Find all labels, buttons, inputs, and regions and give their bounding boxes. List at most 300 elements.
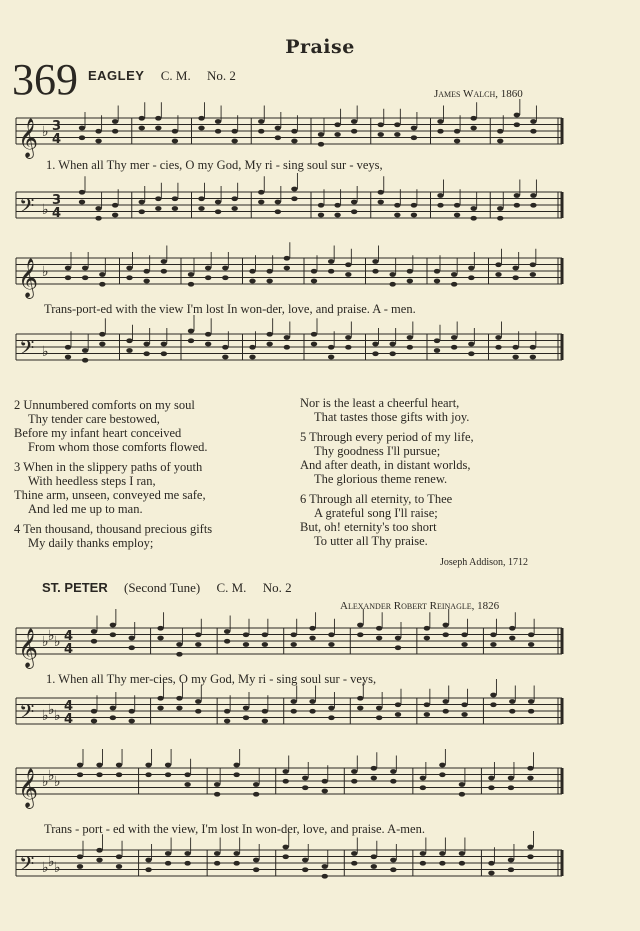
note-head xyxy=(351,129,357,134)
note-head xyxy=(508,785,514,790)
note-head xyxy=(454,203,460,208)
page-title: Praise xyxy=(285,36,355,58)
verse-line: That tastes those gifts with joy. xyxy=(314,410,470,424)
note-head xyxy=(258,119,264,124)
note-head xyxy=(497,216,503,221)
note-head xyxy=(302,858,308,863)
note-head xyxy=(249,279,255,284)
note-head xyxy=(110,706,116,711)
stanza xyxy=(300,492,474,548)
note-head xyxy=(99,272,105,277)
note-head xyxy=(112,129,118,134)
note-head xyxy=(351,200,357,205)
bass-clef-icon: 𝄢 xyxy=(19,700,35,728)
note-head xyxy=(243,642,249,647)
note-head xyxy=(424,636,430,641)
time-signature-bottom: 4 xyxy=(52,206,62,221)
note-head xyxy=(345,272,351,277)
note-head xyxy=(508,867,514,872)
note-head xyxy=(334,203,340,208)
note-head xyxy=(488,871,494,876)
note-head xyxy=(495,345,501,350)
note-head xyxy=(490,702,496,707)
note-head xyxy=(434,269,440,274)
note-head xyxy=(439,861,445,866)
note-head xyxy=(145,772,151,777)
verse-line: Nor is the least a cheerful heart, xyxy=(300,396,460,410)
stanza xyxy=(14,522,212,550)
note-head xyxy=(302,867,308,872)
note-head xyxy=(434,279,440,284)
note-head xyxy=(284,345,290,350)
verse-line: 3 When in the slippery paths of youth xyxy=(14,460,203,474)
note-head xyxy=(266,269,272,274)
note-head xyxy=(443,632,449,637)
note-head xyxy=(195,632,201,637)
note-head xyxy=(334,213,340,218)
note-head xyxy=(357,623,363,628)
note-head xyxy=(184,851,190,856)
note-head xyxy=(129,636,135,641)
note-head xyxy=(389,342,395,347)
note-head xyxy=(468,275,474,280)
note-head xyxy=(328,642,334,647)
note-head xyxy=(143,279,149,284)
note-head xyxy=(291,129,297,134)
note-head xyxy=(318,132,324,137)
note-head xyxy=(129,719,135,724)
note-head xyxy=(470,216,476,221)
note-head xyxy=(291,709,297,714)
note-head xyxy=(222,345,228,350)
note-head xyxy=(407,279,413,284)
note-head xyxy=(527,845,533,850)
note-head xyxy=(184,772,190,777)
note-head xyxy=(266,342,272,347)
note-head xyxy=(437,129,443,134)
note-head xyxy=(488,785,494,790)
note-head xyxy=(497,129,503,134)
note-head xyxy=(322,874,328,879)
note-head xyxy=(530,355,536,360)
note-head xyxy=(253,867,259,872)
note-head xyxy=(82,348,88,353)
note-head xyxy=(372,351,378,356)
note-head xyxy=(283,769,289,774)
note-head xyxy=(195,709,201,714)
note-head xyxy=(214,851,220,856)
note-head xyxy=(420,861,426,866)
note-head xyxy=(77,763,83,768)
note-head xyxy=(96,772,102,777)
tune2-subtitle: (Second Tune) xyxy=(124,580,201,595)
note-head xyxy=(439,763,445,768)
stanza xyxy=(300,396,474,424)
note-head xyxy=(490,642,496,647)
note-head xyxy=(411,135,417,140)
verse-line: My daily thanks employ; xyxy=(28,536,154,550)
note-head xyxy=(116,864,122,869)
time-signature-bottom: 4 xyxy=(64,642,74,657)
note-head xyxy=(470,206,476,211)
note-head xyxy=(275,126,281,131)
note-head xyxy=(143,342,149,347)
note-head xyxy=(395,712,401,717)
note-head xyxy=(184,782,190,787)
note-head xyxy=(82,275,88,280)
note-head xyxy=(291,642,297,647)
note-head xyxy=(126,348,132,353)
note-head xyxy=(224,719,230,724)
time-signature-bottom: 4 xyxy=(52,132,62,147)
note-head xyxy=(215,200,221,205)
verse-line: From whom those comforts flowed. xyxy=(28,440,208,454)
note-head xyxy=(139,200,145,205)
note-head xyxy=(253,858,259,863)
note-head xyxy=(424,702,430,707)
note-head xyxy=(205,332,211,337)
note-head xyxy=(65,355,71,360)
note-head xyxy=(157,696,163,701)
note-head xyxy=(172,139,178,144)
note-head xyxy=(116,772,122,777)
note-head xyxy=(214,861,220,866)
note-head xyxy=(188,329,194,334)
note-head xyxy=(434,338,440,343)
note-head xyxy=(155,116,161,121)
note-head xyxy=(222,275,228,280)
note-head xyxy=(512,266,518,271)
note-head xyxy=(451,345,457,350)
note-head xyxy=(231,129,237,134)
note-head xyxy=(488,861,494,866)
stanza xyxy=(14,460,212,516)
note-head xyxy=(437,193,443,198)
note-head xyxy=(470,116,476,121)
note-head xyxy=(394,122,400,127)
note-head xyxy=(334,132,340,137)
note-head xyxy=(233,851,239,856)
note-head xyxy=(155,196,161,201)
note-head xyxy=(395,636,401,641)
verse-line: 2 Unnumbered comforts on my soul xyxy=(14,398,195,412)
note-head xyxy=(165,851,171,856)
note-head xyxy=(454,139,460,144)
note-head xyxy=(378,190,384,195)
note-head xyxy=(165,772,171,777)
note-head xyxy=(530,203,536,208)
note-head xyxy=(262,632,268,637)
note-head xyxy=(291,139,297,144)
note-head xyxy=(91,629,97,634)
note-head xyxy=(378,122,384,127)
note-head xyxy=(157,706,163,711)
note-head xyxy=(528,642,534,647)
note-head xyxy=(345,335,351,340)
note-head xyxy=(514,203,520,208)
note-head xyxy=(165,763,171,768)
note-head xyxy=(157,626,163,631)
verse-line: Before my infant heart conceived xyxy=(14,426,182,440)
note-head xyxy=(451,272,457,277)
note-head xyxy=(454,213,460,218)
note-head xyxy=(512,345,518,350)
note-head xyxy=(95,216,101,221)
treble-clef-icon: 𝄞 xyxy=(18,118,39,158)
note-head xyxy=(407,345,413,350)
note-head xyxy=(461,702,467,707)
note-head xyxy=(198,126,204,131)
flat-icon: ♭ xyxy=(54,860,61,876)
flat-icon: ♭ xyxy=(42,124,49,140)
note-head xyxy=(143,269,149,274)
note-head xyxy=(488,776,494,781)
note-head xyxy=(99,282,105,287)
tune2-lyric-line1: 1. When all Thy mer-cies, O my God, My ri - sing soul sur - veys, xyxy=(46,672,377,686)
tune1-variant: No. 2 xyxy=(206,68,236,83)
time-signature-top: 3 xyxy=(52,193,62,208)
note-head xyxy=(79,126,85,131)
bass-clef-icon: 𝄢 xyxy=(19,194,35,222)
note-head xyxy=(508,776,514,781)
tune2-composer: Alexander Robert Reinagle, 1826 xyxy=(340,600,500,612)
note-head xyxy=(497,139,503,144)
note-head xyxy=(318,213,324,218)
note-head xyxy=(262,719,268,724)
note-head xyxy=(184,861,190,866)
flat-icon: ♭ xyxy=(48,628,55,644)
note-head xyxy=(371,854,377,859)
note-head xyxy=(145,763,151,768)
note-head xyxy=(309,699,315,704)
note-head xyxy=(322,789,328,794)
note-head xyxy=(96,858,102,863)
note-head xyxy=(143,351,149,356)
note-head xyxy=(461,632,467,637)
verse-line: But, oh! eternity's too short xyxy=(300,520,437,534)
note-head xyxy=(112,213,118,218)
bass-clef-icon: 𝄢 xyxy=(19,852,35,880)
flat-icon: ♭ xyxy=(42,264,49,280)
note-head xyxy=(459,851,465,856)
note-head xyxy=(424,712,430,717)
note-head xyxy=(512,275,518,280)
note-head xyxy=(394,213,400,218)
note-head xyxy=(528,699,534,704)
note-head xyxy=(378,200,384,205)
note-head xyxy=(508,858,514,863)
note-head xyxy=(328,715,334,720)
note-head xyxy=(91,709,97,714)
note-head xyxy=(176,706,182,711)
note-head xyxy=(116,763,122,768)
note-head xyxy=(351,769,357,774)
stanza xyxy=(14,398,212,454)
note-head xyxy=(470,126,476,131)
verse-line: And after death, in distant worlds, xyxy=(300,458,471,472)
note-head xyxy=(126,275,132,280)
note-head xyxy=(172,196,178,201)
note-head xyxy=(389,272,395,277)
note-head xyxy=(222,355,228,360)
verse-line: A grateful song I'll raise; xyxy=(314,506,438,520)
note-head xyxy=(198,196,204,201)
note-head xyxy=(376,715,382,720)
note-head xyxy=(328,706,334,711)
tune1-lyric-line1: 1. When all Thy mer - cies, O my God, My ri - sing soul sur - veys, xyxy=(46,158,383,172)
note-head xyxy=(215,209,221,214)
note-head xyxy=(371,864,377,869)
note-head xyxy=(258,200,264,205)
note-head xyxy=(357,696,363,701)
note-head xyxy=(95,206,101,211)
note-head xyxy=(96,848,102,853)
verse-line: Thine arm, unseen, conveyed me safe, xyxy=(14,488,206,502)
note-head xyxy=(214,782,220,787)
note-head xyxy=(351,209,357,214)
note-head xyxy=(437,119,443,124)
note-head xyxy=(79,135,85,140)
note-head xyxy=(188,282,194,287)
note-head xyxy=(155,126,161,131)
note-head xyxy=(322,864,328,869)
note-head xyxy=(266,332,272,337)
note-head xyxy=(205,342,211,347)
note-head xyxy=(527,776,533,781)
bass-clef-icon: 𝄢 xyxy=(19,336,35,364)
tune1-meter: C. M. xyxy=(160,68,191,83)
note-head xyxy=(530,119,536,124)
note-head xyxy=(262,709,268,714)
verses-right-column xyxy=(300,396,474,554)
note-head xyxy=(527,854,533,859)
note-head xyxy=(395,702,401,707)
note-head xyxy=(351,861,357,866)
tune1-composer: James Walch, 1860 xyxy=(434,88,523,100)
hymn-number: 369 xyxy=(12,55,78,104)
note-head xyxy=(95,129,101,134)
note-head xyxy=(311,269,317,274)
note-head xyxy=(258,190,264,195)
note-head xyxy=(311,279,317,284)
note-head xyxy=(495,272,501,277)
note-head xyxy=(233,763,239,768)
note-head xyxy=(351,851,357,856)
note-head xyxy=(509,699,515,704)
note-head xyxy=(284,266,290,271)
note-head xyxy=(139,116,145,121)
note-head xyxy=(514,193,520,198)
note-head xyxy=(302,785,308,790)
note-head xyxy=(420,851,426,856)
note-head xyxy=(390,779,396,784)
note-head xyxy=(509,709,515,714)
note-head xyxy=(284,335,290,340)
note-head xyxy=(390,769,396,774)
note-head xyxy=(253,792,259,797)
note-head xyxy=(262,642,268,647)
note-head xyxy=(77,854,83,859)
note-head xyxy=(291,187,297,192)
time-signature-top: 4 xyxy=(64,629,74,644)
note-head xyxy=(411,126,417,131)
note-head xyxy=(253,782,259,787)
note-head xyxy=(249,345,255,350)
note-head xyxy=(451,282,457,287)
note-head xyxy=(311,342,317,347)
note-head xyxy=(224,709,230,714)
note-head xyxy=(139,126,145,131)
note-head xyxy=(249,269,255,274)
note-head xyxy=(176,642,182,647)
note-head xyxy=(139,209,145,214)
flat-icon: ♭ xyxy=(42,774,49,790)
note-head xyxy=(495,262,501,267)
note-head xyxy=(443,623,449,628)
flat-icon: ♭ xyxy=(54,634,61,650)
note-head xyxy=(509,626,515,631)
note-head xyxy=(357,632,363,637)
note-head xyxy=(378,132,384,137)
note-head xyxy=(95,139,101,144)
note-head xyxy=(161,351,167,356)
note-head xyxy=(222,266,228,271)
text-author: Joseph Addison, 1712 xyxy=(440,557,529,568)
note-head xyxy=(275,209,281,214)
note-head xyxy=(231,139,237,144)
note-head xyxy=(205,266,211,271)
note-head xyxy=(420,776,426,781)
note-head xyxy=(65,275,71,280)
note-head xyxy=(284,256,290,261)
note-head xyxy=(283,845,289,850)
note-head xyxy=(188,338,194,343)
note-head xyxy=(214,792,220,797)
tune1-system1-music xyxy=(0,110,640,240)
note-head xyxy=(91,639,97,644)
verse-line: 5 Through every period of my life, xyxy=(300,430,474,444)
note-head xyxy=(454,129,460,134)
note-head xyxy=(334,122,340,127)
note-head xyxy=(266,279,272,284)
note-head xyxy=(376,636,382,641)
note-head xyxy=(459,782,465,787)
note-head xyxy=(530,193,536,198)
note-head xyxy=(172,129,178,134)
verse-line: 6 Through all eternity, to Thee xyxy=(300,492,453,506)
note-head xyxy=(283,854,289,859)
note-head xyxy=(461,712,467,717)
time-signature-bottom: 4 xyxy=(64,712,74,727)
note-head xyxy=(459,861,465,866)
tune2-header xyxy=(42,580,292,596)
note-head xyxy=(161,259,167,264)
note-head xyxy=(99,342,105,347)
flat-icon: ♭ xyxy=(42,344,49,360)
note-head xyxy=(490,693,496,698)
note-head xyxy=(328,355,334,360)
note-head xyxy=(328,632,334,637)
flat-icon: ♭ xyxy=(42,860,49,876)
note-head xyxy=(461,642,467,647)
note-head xyxy=(468,266,474,271)
note-head xyxy=(443,709,449,714)
note-head xyxy=(420,785,426,790)
note-head xyxy=(407,335,413,340)
note-head xyxy=(112,203,118,208)
note-head xyxy=(116,854,122,859)
note-head xyxy=(351,779,357,784)
